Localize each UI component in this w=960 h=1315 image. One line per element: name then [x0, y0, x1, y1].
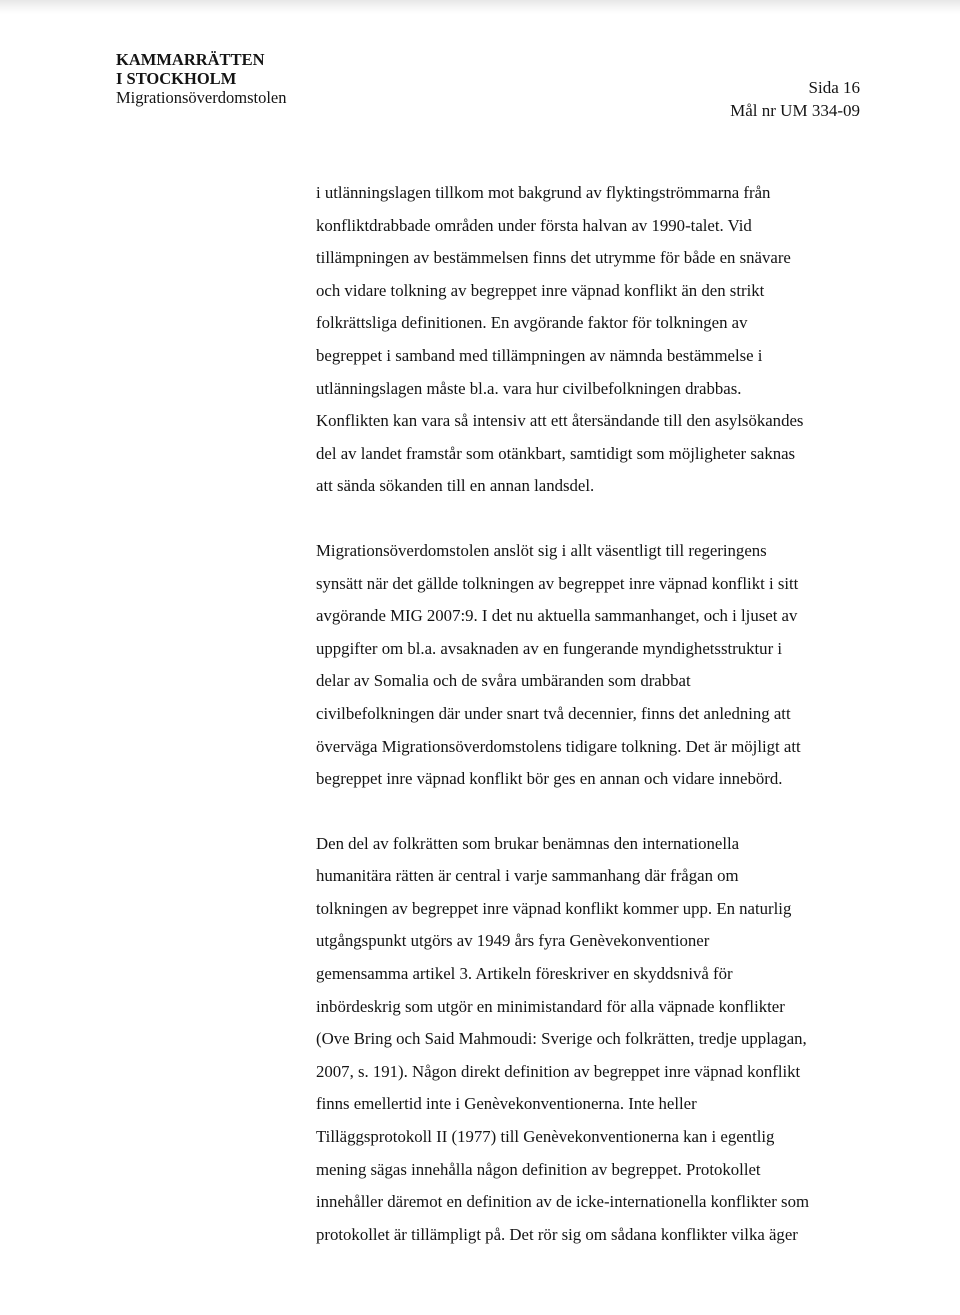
text-line: delar av Somalia och de svåra umbäranden som drabbat — [316, 671, 691, 691]
text-line: Den del av folkrätten som brukar benämnas den internationella — [316, 833, 740, 853]
text-line: inbördeskrig som utgör en minimistandard för alla väpnade konflikter — [316, 996, 785, 1016]
text-line: att sända sökanden till en annan landsdel. — [316, 476, 595, 496]
text-line: del av landet framstår som otänkbart, samtidigt som möjligheter saknas — [316, 443, 796, 463]
paragraph-1 — [316, 177, 856, 503]
text-line: mening sägas innehålla någon definition av begreppet. Protokollet — [316, 1159, 761, 1179]
text-line: och vidare tolkning av begreppet inre väpnad konflikt än den strikt — [316, 280, 765, 300]
text-line: utgångspunkt utgörs av 1949 års fyra Genèvekonventioner — [316, 931, 710, 951]
text-line: synsätt när det gällde tolkningen av begreppet inre väpnad konflikt i sitt — [316, 573, 799, 593]
text-line: avgörande MIG 2007:9. I det nu aktuella sammanhanget, och i ljuset av — [316, 606, 798, 626]
page-number: Sida 16 — [808, 78, 860, 97]
document-header — [116, 50, 860, 120]
text-line: i utlänningslagen tillkom mot bakgrund av flyktingströmmarna från — [316, 183, 771, 202]
text-line: tolkningen av begreppet inre väpnad konflikt kommer upp. En naturlig — [316, 898, 792, 918]
text-line: humanitära rätten är central i varje sammanhang där frågan om — [316, 866, 739, 886]
text-line: 2007, s. 191). Någon direkt definition av begreppet inre väpnad konflikt — [316, 1061, 801, 1081]
paragraph-3 — [316, 828, 856, 1252]
text-line: tillämpningen av bestämmelsen finns det utrymme för både en snävare — [316, 248, 791, 268]
document-body — [316, 177, 856, 1251]
text-line: uppgifter om bl.a. avsaknaden av en fungerande myndighetsstruktur i — [316, 638, 783, 658]
court-unit: Migrationsöverdomstolen — [116, 88, 287, 107]
text-line: (Ove Bring och Said Mahmoudi: Sverige och folkrätten, tredje upplagan, — [316, 1029, 807, 1049]
text-line: folkrättsliga definitionen. En avgörande faktor för tolkningen av — [316, 313, 748, 333]
court-block — [116, 50, 286, 107]
text-line: protokollet är tillämpligt på. Det rör sig om sådana konflikter vilka äger — [316, 1224, 798, 1244]
text-line: Konflikten kan vara så intensiv att ett återsändande till den asylsökandes — [316, 411, 804, 431]
paragraph-2 — [316, 535, 856, 796]
text-line: finns emellertid inte i Genèvekonventionerna. Inte heller — [316, 1094, 697, 1114]
case-number: Mål nr UM 334-09 — [730, 101, 860, 120]
scan-edge-shadow — [0, 0, 960, 14]
text-line: begreppet i samband med tillämpningen av nämnda bestämmelse i — [316, 345, 763, 365]
court-city: I STOCKHOLM — [116, 69, 237, 88]
text-line: gemensamma artikel 3. Artikeln föreskriver en skyddsnivå för — [316, 964, 733, 984]
text-line: Migrationsöverdomstolen anslöt sig i allt väsentligt till regeringens — [316, 540, 767, 560]
text-line: Tilläggsprotokoll II (1977) till Genèvekonventionerna kan i egentlig — [316, 1127, 775, 1147]
text-line: innehåller däremot en definition av de icke-internationella konflikter som — [316, 1192, 810, 1212]
text-line: överväga Migrationsöverdomstolens tidigare tolkning. Det är möjligt att — [316, 736, 801, 756]
court-name: KAMMARRÄTTEN — [116, 50, 265, 69]
text-line: utlänningslagen måste bl.a. vara hur civilbefolkningen drabbas. — [316, 378, 742, 398]
text-line: konfliktdrabbade områden under första halvan av 1990-talet. Vid — [316, 215, 752, 235]
text-line: begreppet inre väpnad konflikt bör ges en annan och vidare innebörd. — [316, 769, 783, 789]
page-info — [730, 76, 860, 122]
text-line: civilbefolkningen där under snart två decennier, finns det anledning att — [316, 703, 791, 723]
